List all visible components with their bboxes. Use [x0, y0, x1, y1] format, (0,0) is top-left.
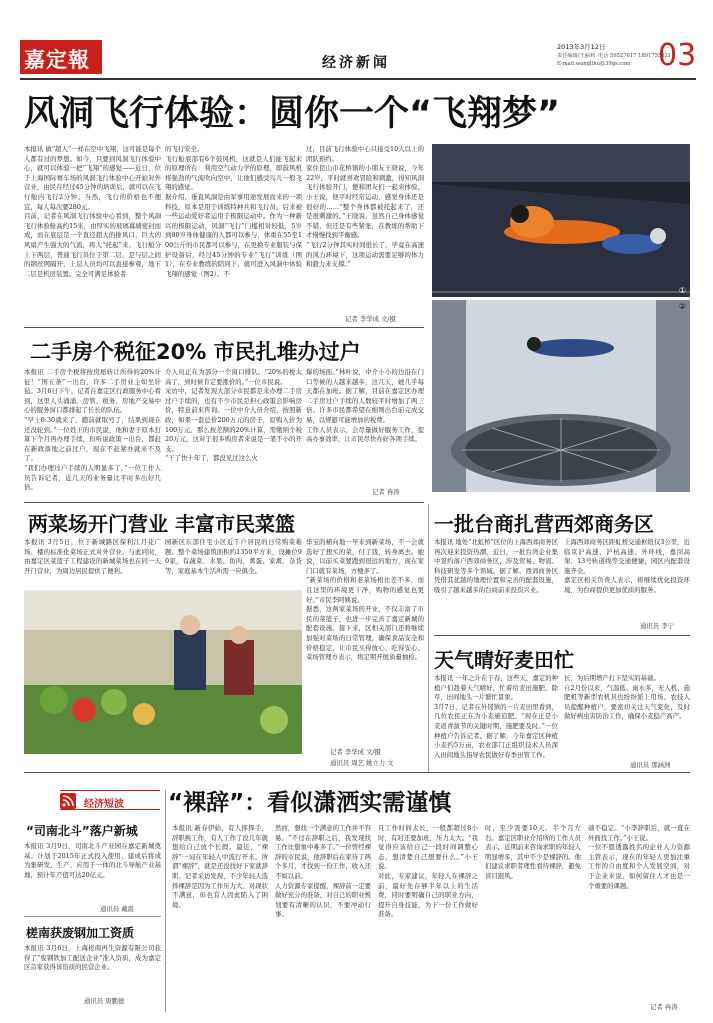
- a5-byline: 通讯员 那涵洲: [630, 761, 671, 769]
- a1-byline: 记者 李华成 文/摄: [345, 315, 396, 323]
- bottom-section-rule: [24, 772, 690, 773]
- photo-label-2: ②: [678, 302, 686, 311]
- a6-col4: 时，至少需要10天、半个月左右。嘉定区职业介绍所的工作人员表示，近期前来咨询求职的年轻人明显增多，其中不少是裸辞的。他们建议求职者理性看待裸辞，避免盲目跟风。: [485, 824, 581, 880]
- short-news-item1-byline: 通讯员 戴震: [100, 905, 134, 913]
- divider-a1-a2: [24, 327, 424, 328]
- vegetable-market-photo: [24, 590, 302, 754]
- headline-naked-resignation: “裸辞”：看似潇洒实需谨慎: [168, 790, 452, 816]
- headline-housing-tax: 二手房个税征20% 市民扎堆办过户: [30, 340, 361, 364]
- short-news-divider: [24, 916, 161, 917]
- section-title: 经济新闻: [322, 55, 390, 71]
- column-divider: [428, 504, 429, 772]
- headline-wheat-fields: 天气晴好麦田忙: [434, 648, 574, 672]
- a6-col1: 本报讯 新春伊始，有人挥挥手，辞职换工作，有人工作了没几年就想给自己放个长假。最近，“裸辞”一词在年轻人中流行开来。所谓“裸辞”，就是还没找好下家就辞职。记者采访发现，不少年轻人选择裸辞是因为工作压力大、对现状不满意，但也有人因此陷入了困境。: [172, 824, 268, 909]
- newspaper-logo: 嘉定報: [20, 40, 102, 74]
- email-line: E-mail:wangllhu@39gs.com: [557, 61, 631, 67]
- a2-col1: 本报讯 二手房个税将按房屋转让所得的20%计征！“国五条”一出台，许多二手房业主如坐针毡。3月6日下午，记者在嘉定区行政服务中心看到，这里人头涌涌，房管、税务、房地产交易中心的服务窗口都排起了长长的队伍。 “早上8:30就来了，跑前就取号了，结果到现在还没轮到。”一位姓王的市民说，他和妻子原本打算下个月再办理手续，但听说政策一出台，都赶在新政落地之前过户，现在不赶紧办就来不及了。 “我们办理过户手续的人明显多了，”一位工作人员告诉记者，近几天的业务量比平时多出好几倍。: [24, 368, 161, 492]
- a3-col1: 本报讯 3月5日，位于新城路区保利江月花广场、楼的标准化菜场正式对外营业。与此同时，由嘉定区菜篮子工程建设的新城菜场也在同一天开门营业，为周边居民提供了便利。: [24, 538, 161, 575]
- divider-a2-a3: [24, 502, 424, 503]
- a2-byline: 记者 冉涛: [372, 488, 400, 496]
- phone-line: 电话 59527617 18917558211: [598, 53, 675, 59]
- a3-byline: 记者 李华成 文/摄 通讯员 周艺 姚立力 文: [330, 748, 394, 767]
- a4-byline: 通讯员 李宁: [640, 622, 674, 630]
- divider-a4-a5: [434, 635, 690, 636]
- a5-col1: 本报讯 一年之计在于春，这些天，嘉定的种植户们趁着天气晴好，忙着给麦田施肥、除草，田间地头一片繁忙景象。 3月7日，记者在外冈镇的一片麦田里看到，几位农民正在为小麦施追肥。“现在正是小麦返青拔节的关键时期，施肥要及时。”一位种植户告诉记者。据了解，今年嘉定区种植小麦约5万亩，农业部门正组织技术人员深入田间地头指导农民做好春季田管工作。: [434, 674, 558, 759]
- a5-col2: 长，为后期增产打下坚实的基础。 自2月份以来，气温低、雨水多，无人机、施肥机等新型农机具也纷纷派上用场。农技人员提醒种植户，要密切关注天气变化，及时做好病虫害防治工作，确保小麦稳产高产。: [564, 674, 690, 721]
- page-number: 03: [658, 38, 697, 73]
- wind-tunnel-photo-2: [432, 300, 690, 492]
- a6-col3: 且工作时间太长，一般都超过8小时，有时还要加班，压力太大。“我觉得应该给自己一段时间调整心态，想清楚自己想要什么。”小王说。 对此，专家建议，年轻人在裸辞之前，最好先存够半年以上的生活费，同时要明确自己的职业方向，提升自身技能，为下一份工作做好准备。: [378, 824, 478, 919]
- a2-col2: 介人员正在为部分一个窗口排队。“20%的税太高了，到时候肯定要涨价的。”一位市民说。 采访中，记者发现大部分市民都是来办理二手房过户手续的，也有不少市民是担心政策会影响房价，特意前来咨询。一位中介人员介绍，按照新政，如果一套总价200万元的房子，原购入价为100万元，那么按差额的20%计算，需缴纳个税20万元，这对于很多购房者来说是一笔不小的开支。 “干了快十年了，都没见过这么火: [165, 368, 302, 463]
- masthead: [20, 40, 696, 78]
- a6-col5: 础不稳定。“小李辞职后，就一直在外面找工作。”小王说。 一位不愿透露姓名的企业人力资源主管表示，现在的年轻人更加注重工作的自由度和个人发展空间，对于企业来说，如何留住人才也是一个重要的课题。: [588, 824, 690, 890]
- editor-line: 责任编辑/王丽莉: [557, 53, 596, 59]
- rss-icon: [60, 793, 76, 809]
- market-illustration: [24, 590, 302, 754]
- a3-col4: 华宝的横向地一早来到新菜场，不一会就选好了想买的菜，付了钱，转身离去。她说，以前买菜要跑到很远的地方，现在家门口就有菜场，方便多了。 “新菜场的价格和老菜场相比差不多，而且这里的环境更干净，购物的感觉也更好。”市民李阿姨说。 据悉，这两家菜场的开业，不仅丰富了市民的菜篮子，也进一步完善了嘉定新城的配套设施。接下来，区相关部门还将继续加强对菜场的日常管理，确保食品安全和价格稳定，让市民买得放心、吃得安心。菜场管理方表示，将定期开展质量抽检。: [306, 538, 424, 662]
- tunnel-chamber-illustration: [432, 300, 690, 492]
- headline-taiwan-business: 一批台商扎营西郊商务区: [434, 512, 654, 536]
- a1-col2: 的飞行安全。 飞行舱底部有6个鼓风机，这就是人们能飞起来的原理所在：利用空气动力学的原理，即鼓风机将强劲的气流吹向空中，让他们感受鸟儿一般飞翔的感觉。 据介绍，垂直风洞是由军事用途发展而来的一项科技，原本是用于训练特种兵和飞行员，后来被一些运动爱好者运用于极限运动中。作为一种新兴的极限运动，风洞“飞行”门槛相对较低，5岁到80岁身体健康的人都可以参与，体重在55至100公斤的市民都可以参与，在更换专业服装与保护设备后，经过45分钟的专业“飞行”训练（图1），在专业教练的陪同下，就可进入风洞中体验飞翔的感觉（图2）。不: [165, 145, 302, 278]
- short-news-item2-byline: 通讯员 唐鹏德: [84, 997, 125, 1005]
- wind-tunnel-photo-1: [432, 144, 690, 297]
- headline-wind-tunnel: 风洞飞行体验：圆你一个“飞翔梦”: [24, 94, 561, 134]
- short-news-item1-title: “司南北斗”落户新城: [26, 824, 138, 838]
- short-news-badge: 经济短波: [60, 790, 160, 810]
- headline-markets: 两菜场开门营业 丰富市民菜篮: [28, 512, 295, 536]
- short-news-item2-body: 本报讯 3月6日，上海槎南再生资源有限公司获得了“废钢铁加工配送企业”准入资质，成为嘉定区首家获得该资质的民营企业。: [24, 944, 161, 972]
- a3-col2: 园新区东部住宅小区近千户居民的日常购菜难题。整个菜场建筑面积约1350平方米，设摊位90家，有蔬菜、水果、鱼肉、禽蛋、家禽、杂货等，家庭基本生活所需一应俱全。: [165, 538, 302, 575]
- photo-label-1: ①: [678, 286, 686, 295]
- flyer-illustration: [432, 144, 690, 297]
- a6-col2: 然而，想找一个满意的工作并不容易。“不过在辞职之后，我发现找工作比想象中难多了。”一位曾经裸辞的市民说，他辞职后在家待了两个多月，才找到一份工作，收入还不如以前。 人力资源专家提醒，裸辞前一定要做好充分的准备，对自己的职业规划要有清晰的认识，不要冲动行事。: [275, 824, 371, 919]
- a1-col3: 过，目前飞行体验中心只接受10人以上的团队预约。 家住昆山市花桥镇的小朋友王晓说，今年22岁，平时就喜欢冒险和刺激，得知风洞飞行体验开门，便和团友们一起来体验。小王说，他平时经常运动，感觉身体还是很好的……“整个身体都被托起来了，还是很刺激的。”王晓说，虽然自己身体感觉不错，但还是有些紧张，在教练的帮助下才慢慢找到平衡感。 “飞行2分钟其实时间很长了，毕竟在高速的风力环境下，这项运动需要足够的体力和毅力来支撑。”: [306, 145, 424, 269]
- a4-col1: 本报讯 地处“北虹桥”区位的上海西郊商务区再次迎来投资热潮，近日，一批台湾企业集中签约落户西郊商务区，涉及贸易、物流、科技研发等多个领域。据了解，西郊商务区凭借其优越的地理位置和完善的配套设施，吸引了越来越多的台商前来投资兴业。: [434, 538, 558, 594]
- a6-byline: 记者 冉涛: [650, 1003, 678, 1011]
- short-news-item2-title: 槎南获废钢加工资质: [26, 926, 135, 940]
- issue-date: 2013年3月12日: [557, 43, 606, 51]
- a1-col1: 本报讯 做“超人”一样在空中飞翔，这可能是每个人都有过的梦想。如今，只要到风洞飞行体验中心，就可以体验一把“飞翔”的感觉——近日，位于上海国际赛车场的风洞飞行体验中心开始对外营业，由民在经过45分钟的培训后，就可以在飞行舱内飞行2分钟。当然，飞行的价格也不便宜，每人每次要280元。 目前，记者在风洞飞行体验中心看到，整个风洞飞行体验舱高约15米，由厚实的玻璃幕墙密封而成，而在底层是一个直径超大的排风口，巨大的风扇产生强大的气流，将人“托起”来。飞行舱分上下两层，普通飞行员位于第二层，是与层之间的钢丝网隔开，上层人员均可以直接参观，地下二层是机房装置。完全可满足体验者: [24, 145, 161, 278]
- a2-col3: 爆的场面。”林叶说，中介小小的边沿在门口等候的人越来越多，这几天，她几乎每天都在加班。据了解，目前在嘉定区办理二手房过户手续的人数较平时增加了两三倍。许多市民都希望在细则出台前完成交易，以规避可能增加的税费。 工作人员表示，会尽量做好服务工作，提高办事效率，让市民尽快办好各项手续。: [306, 368, 424, 444]
- short-news-item1-body: 本报讯 3月9日，司南北斗产业园在嘉定新城奠基。计划于2015年正式投入使用，建成后将成为集研发、生产、应用于一体的北斗导航产业基地，预计年产值可达20亿元。: [24, 842, 161, 879]
- a4-col2: 上海西郊商务区距虹桥交通枢纽仅3公里，近临京沪高速、沪杭高速、外环线，嘉闵高架、13号轨道线等交通便捷，园区内配套设施齐全。 嘉定区相关负责人表示，将继续优化投资环境，为台商提供更加优质的服务。: [564, 538, 690, 594]
- sidebar-divider: [165, 790, 166, 1012]
- masthead-rule: [20, 78, 696, 80]
